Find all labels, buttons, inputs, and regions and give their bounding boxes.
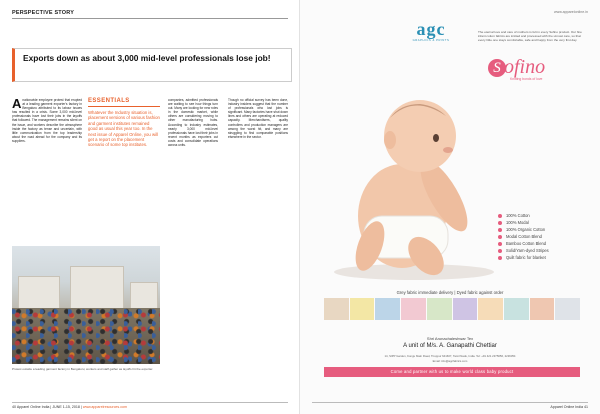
feature-list — [498, 212, 598, 261]
right-footer — [550, 405, 588, 409]
feature-item: Modal Cotton Blend — [498, 233, 598, 240]
headline-box — [12, 48, 292, 82]
footer-link[interactable]: www.apparelresources.com — [82, 405, 127, 409]
fabric-swatch — [401, 298, 426, 320]
bullet-icon — [498, 221, 502, 225]
feature-item: Solid/Yarn-dyed Stripes — [498, 247, 598, 254]
company-email[interactable]: Email: info@agcfabrics.com — [432, 359, 468, 363]
bullet-icon — [498, 242, 502, 246]
essentials-sidebar — [88, 98, 160, 148]
feature-item: 100% Organic Cotton — [498, 226, 598, 233]
protest-photo — [12, 246, 160, 364]
feature-item: 100% Cotton — [498, 212, 598, 219]
agc-logo-mark: agc — [416, 19, 446, 39]
section-tag: PERSPECTIVE STORY — [12, 10, 75, 16]
sidebar-rule — [88, 106, 160, 107]
article-column-2: companies, admitted professionals are waiting to see how things turn out. Many are looking for new roles in the domestic market, while others are considering moving to other manufacturing hubs. According to industry estimates, nearly 3,000 mid-level professionals have lost their jobs in recent months as exporters cut costs and consolidate operations across units. — [168, 98, 218, 148]
article-column-1 — [12, 98, 82, 143]
sofino-wordmark: ofino — [504, 56, 546, 78]
bullet-icon — [498, 249, 502, 253]
company-name: Shri Arunachaleshwar Tex — [426, 336, 474, 341]
fabric-swatch — [504, 298, 529, 320]
site-url[interactable]: www.apparelonline.in — [554, 10, 588, 14]
page-number: 41 — [584, 405, 588, 409]
left-footer: 40 Apparel Online India | JUNE 1-15, 2018 | www.apparelresources.com — [12, 405, 127, 409]
fabric-swatch — [478, 298, 503, 320]
fabric-swatch — [453, 298, 478, 320]
sofino-badge-icon: S — [488, 59, 506, 77]
footer-rule — [12, 402, 288, 403]
drop-cap: A — [12, 96, 22, 111]
sidebar-text: Whatever the Industry situation is, placement versions of various fashion and garment institutes remained good as usual this year too. In the next issue of Apparel Online, you will get a report on the placement scenario of some top institutes. — [88, 110, 160, 148]
fabric-swatch — [350, 298, 375, 320]
feature-item: Quilt fabric for blanket — [498, 254, 598, 261]
publication-name: Apparel Online India — [16, 405, 50, 409]
fabric-swatch — [427, 298, 452, 320]
building-shape — [70, 266, 124, 314]
feature-item: 100% Modal — [498, 219, 598, 226]
bullet-icon — [498, 214, 502, 218]
fabric-swatch — [555, 298, 580, 320]
feature-item: Bamboo Cotton Blend — [498, 240, 598, 247]
column-1-text: nationwide employee protest that erupted at a leading garment exporter's factory in Bengaluru attributed to its labour issues has resulted in a crisis. Some 3,000 mid-level professionals have lost their jobs in the layoffs that followed. The management remains silent on the issue, and workers describe the atmosphere inside the factory as tense and uncertain, with little communication from the top leadership about the road ahead for the company and its suppliers. — [12, 98, 82, 143]
issue-date: JUNE 1-15, 2018 — [52, 405, 80, 409]
photo-caption: Protest outside a leading garment factory in Bengaluru; workers and staff gather as layoffs hit the exporter. — [12, 367, 154, 371]
page-number: 40 — [12, 405, 16, 409]
article-column-3: Though no official survey has been done, industry insiders suggest that the number of professionals who lost jobs is significant. Many factories have shut down lines and others are operating at reduced capacity. Merchandisers, quality controllers and production managers are among the worst hit, and many are struggling to find comparable positions elsewhere in the sector. — [228, 98, 288, 139]
company-unit: A unit of M/s. A. Ganapathi Chettiar — [403, 343, 497, 349]
crowd-shape — [12, 308, 160, 364]
ad-blurb: The eternal love and care of mothers is felt in every Sofino product. Our fine infant cotton fabrics are knitted and processed with the utmost care, so that every little one stays comfortable, safe and happy from the very first day. — [478, 30, 582, 43]
bullet-icon — [498, 256, 502, 260]
fabric-swatch — [530, 298, 555, 320]
sofino-tagline: Knitting bonds of love — [510, 77, 543, 81]
fabric-swatch — [324, 298, 349, 320]
cta-bar: Come and partner with us to make world class baby product — [324, 367, 580, 377]
fabric-swatch — [375, 298, 400, 320]
article-headline: Exports down as about 3,000 mid-level professionals lose job! — [23, 53, 271, 63]
right-page-ad — [300, 0, 600, 414]
agc-logo — [404, 20, 458, 46]
sidebar-title: ESSENTIALS — [88, 98, 130, 104]
company-address: 14, SIPP Garden, Kongu Main Road, Tiruppur 641607, Tamil Nadu, India. Tel: +91 421 2375656, 2236354 — [384, 354, 516, 358]
fabric-swatches — [324, 298, 580, 320]
agc-logo-sub: GRAPHICS & PRINTS — [412, 38, 450, 42]
fabric-caption: Grey fabric immediate delivery | Dyed fabric against order — [396, 290, 504, 295]
publication-name: Apparel Online India — [550, 405, 583, 409]
footer-rule — [312, 402, 588, 403]
baby-image — [324, 66, 504, 284]
bullet-icon — [498, 235, 502, 239]
bullet-icon — [498, 228, 502, 232]
section-rule — [12, 18, 288, 19]
